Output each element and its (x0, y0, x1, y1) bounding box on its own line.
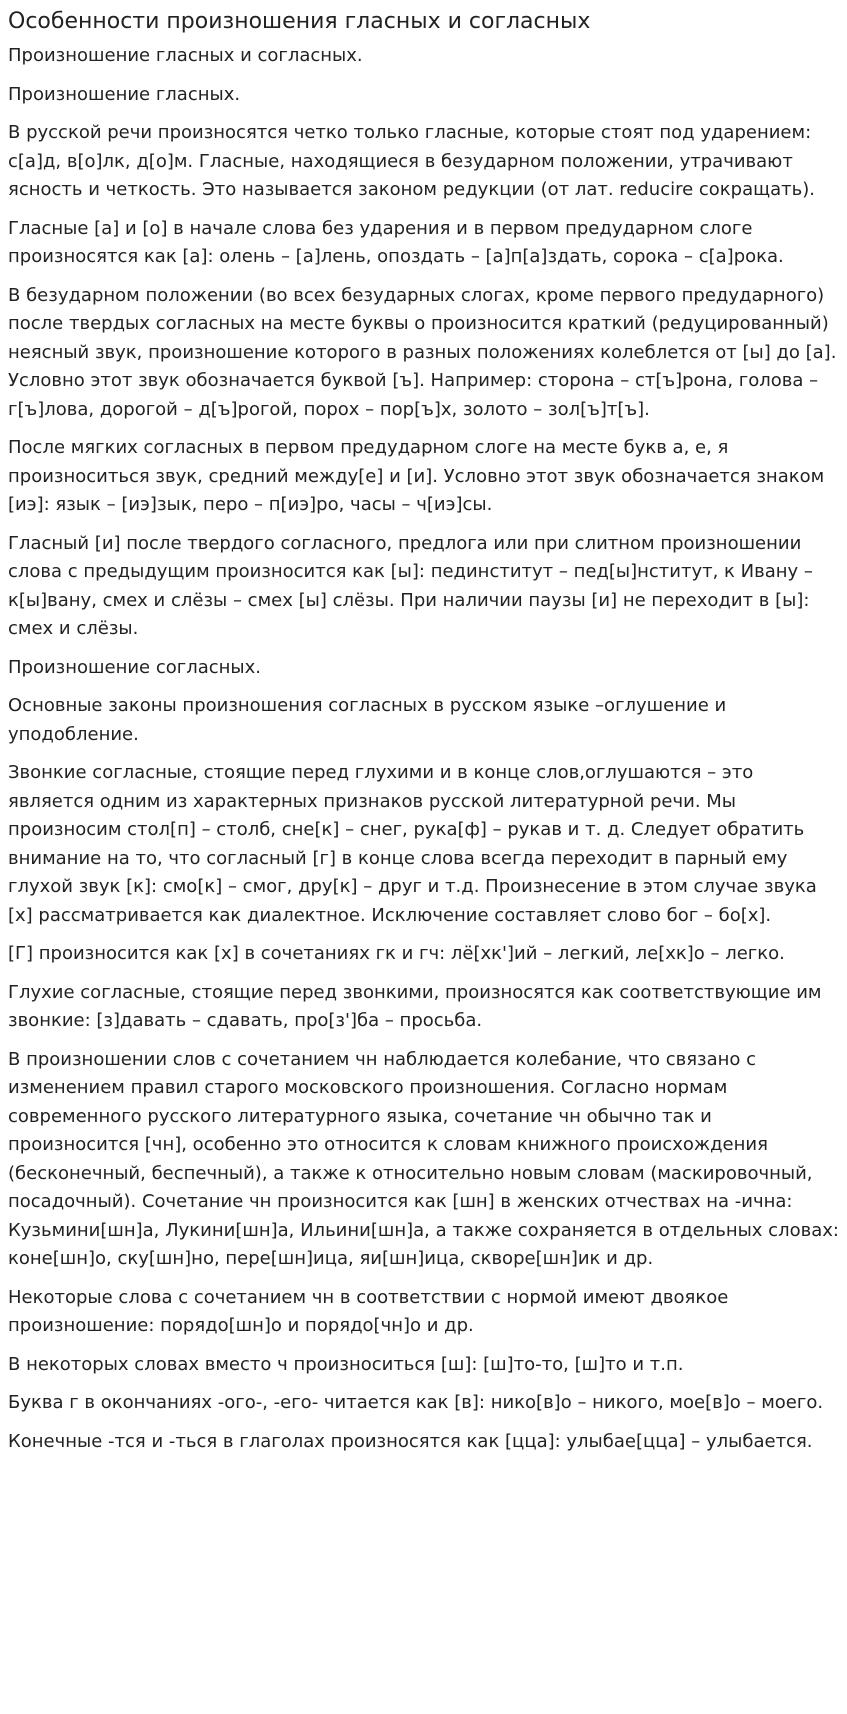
section-heading-consonants: Произношение согласных. (8, 656, 261, 678)
paragraph: В безударном положении (во всех безударных слогах, кроме первого предударного) после твердых согласных на месте буквы о произносится краткий (редуцированный) неясный звук, произношение которого в разных положениях колеблется от [ы] до [а]. Условно этот звук обозначается буквой [ъ]. Например: сторона – ст[ъ]рона, голова – г[ъ]лова, дорогой – д[ъ]рогой, порох – пор[ъ]х, золото – зол[ъ]т[ъ]. (8, 284, 837, 420)
paragraph: В произношении слов с сочетанием чн наблюдается колебание, что связано с изменением правил старого московского произношения. Согласно нормам современного русского литературного языка, сочетание чн обычно так и произносится [чн], особенно это относится к словам книжного происхождения (бесконечный, беспечный), а также к относительно новым словам (маскировочный, посадочный). Сочетание чн произносится как [шн] в женских отчествах на -ична: Кузьмини[шн]а, Лукини[шн]а, Ильини[шн]а, а также сохраняется в отдельных словах: коне[шн]о, ску[шн]но, пере[шн]ица, яи[шн]ица, скворе[шн]ик и др. (8, 1048, 839, 1269)
paragraph: Конечные -тся и -ться в глаголах произносятся как [цца]: улыбае[цца] – улыбается. (8, 1430, 813, 1452)
paragraph: [Г] произносится как [х] в сочетаниях гк и гч: лё[хк']ий – легкий, ле[хк]о – легко. (8, 943, 785, 964)
paragraph: После мягких согласных в первом предударном слоге на месте букв а, е, я произноситься звук, средний между[е] и [и]. Условно этот звук обозначается знаком [иэ]: язык – [иэ]зык, перо – п[иэ]ро, часы – ч[иэ]сы. (8, 437, 825, 515)
paragraph: Некоторые слова с сочетанием чн в соответствии с нормой имеют двоякое произношение: порядо[шн]о и порядо[чн]о и др. (8, 1286, 729, 1336)
paragraph: Основные законы произношения согласных в русском языке –оглушение и уподобление. (8, 695, 727, 745)
paragraph-intro: Произношение гласных и согласных. (8, 45, 363, 66)
paragraph: Звонкие согласные, стоящие перед глухими и в конце слов,оглушаются – это является одним из характерных признаков русской литературной речи. Мы произносим стол[п] – столб, сне[к] – снег, рука[ф] – рукав и т. д. Следует обратить внимание на то, что согласный [г] в конце слова всегда переходит в парный ему глухой звук [к]: смо[к] – смог, дру[к] – друг и т.д. Произнесение в этом случае звука [х] рассматривается как диалектное. Исключение составляет слово бог – бо[х]. (8, 762, 817, 926)
page-title: Особенности произношения гласных и согласных (8, 9, 591, 34)
section-heading-vowels: Произношение гласных. (8, 83, 241, 105)
paragraph: Гласный [и] после твердого согласного, предлога или при слитном произношении слова с предыдущим произносится как [ы]: пединститут – пед[ы]нститут, к Ивану – к[ы]вану, смех и слёзы – смех [ы] слёзы. При наличии паузы [и] не переходит в [ы]: смех и слёзы. (8, 532, 813, 639)
paragraph: Гласные [а] и [о] в начале слова без ударения и в первом предударном слоге произносятся как [а]: олень – [а]лень, опоздать – [а]п[а]здать, сорока – с[а]рока. (8, 217, 784, 267)
paragraph: Буква г в окончаниях -ого-, -его- читается как [в]: нико[в]о – никого, мое[в]о – моего. (8, 1392, 824, 1413)
paragraph: В русской речи произносятся четко только гласные, которые стоят под ударением: с[а]д, в[о]лк, д[о]м. Гласные, находящиеся в безударном положении, утрачивают ясность и четкость. Это называется законом редукции (от лат. reducire сокращать). (8, 122, 815, 200)
paragraph: Глухие согласные, стоящие перед звонкими, произносятся как соответствующие им звонкие: [з]давать – сдавать, про[з']ба – просьба. (8, 981, 822, 1031)
paragraph: В некоторых словах вместо ч произноситься [ш]: [ш]то-то, [ш]то и т.п. (8, 1353, 684, 1375)
